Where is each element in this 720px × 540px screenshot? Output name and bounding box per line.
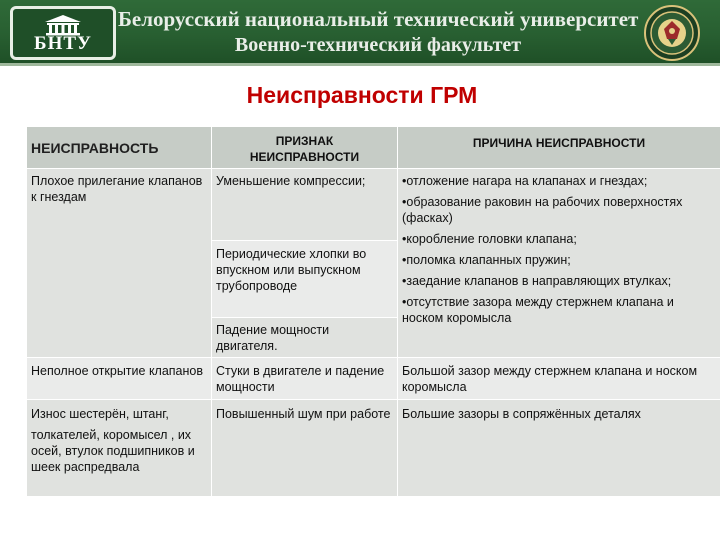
header-banner [0,0,720,66]
table-row [27,169,720,241]
military-emblem-icon [644,5,700,61]
fault-cell [27,400,212,497]
cause-item: •образование раковин на рабочих поверхностях (фасках) [402,195,683,225]
fault-cell: Неполное открытие клапанов [27,358,212,400]
fault-cell: Плохое прилегание клапанов к гнездам [27,169,212,358]
sign-cell: Уменьшение компрессии; [212,169,398,241]
cause-item: •отсутствие зазора между стержнем клапана и носком коромысла [402,295,674,325]
cause-item: •отложение нагара на клапанах и гнездах; [402,174,648,188]
table-row [27,358,720,400]
faculty-name: Военно-технический факультет [234,34,522,56]
cause-cell: Большие зазоры в сопряжённых деталях [398,400,720,497]
faults-table [26,126,720,497]
table-header-row [27,127,720,169]
university-name: Белорусский национальный технический университет [118,7,639,31]
cause-cell: Большой зазор между стержнем клапана и носком коромысла [398,358,720,400]
table-row [27,400,720,497]
sign-cell: Повышенный шум при работе [212,400,398,497]
header-fault: НЕИСПРАВНОСТЬ [27,127,212,169]
sign-cell: Периодические хлопки во впускном или выпускном трубопроводе [212,241,398,318]
sign-cell: Падение мощности двигателя. [212,318,398,358]
header-sign: ПРИЗНАК НЕИСПРАВНОСТИ [212,127,398,169]
university-logo [10,6,116,60]
header-cause: ПРИЧИНА НЕИСПРАВНОСТИ [398,127,720,169]
cause-item: •заедание клапанов в направляющих втулках; [402,274,672,288]
university-abbreviation: БНТУ [34,33,92,54]
sign-cell: Стуки в двигателе и падение мощности [212,358,398,400]
cause-item: •поломка клапанных пружин; [402,253,571,267]
cause-item: •коробление головки клапана; [402,232,577,246]
cause-cell [398,169,720,358]
page-title: Неисправности ГРМ [246,82,478,108]
fault-text: Износ шестерён, штанг, [31,407,169,421]
fault-text: толкателей, коромысел , их осей, втулок подшипников и шеек распредвала [31,428,195,474]
